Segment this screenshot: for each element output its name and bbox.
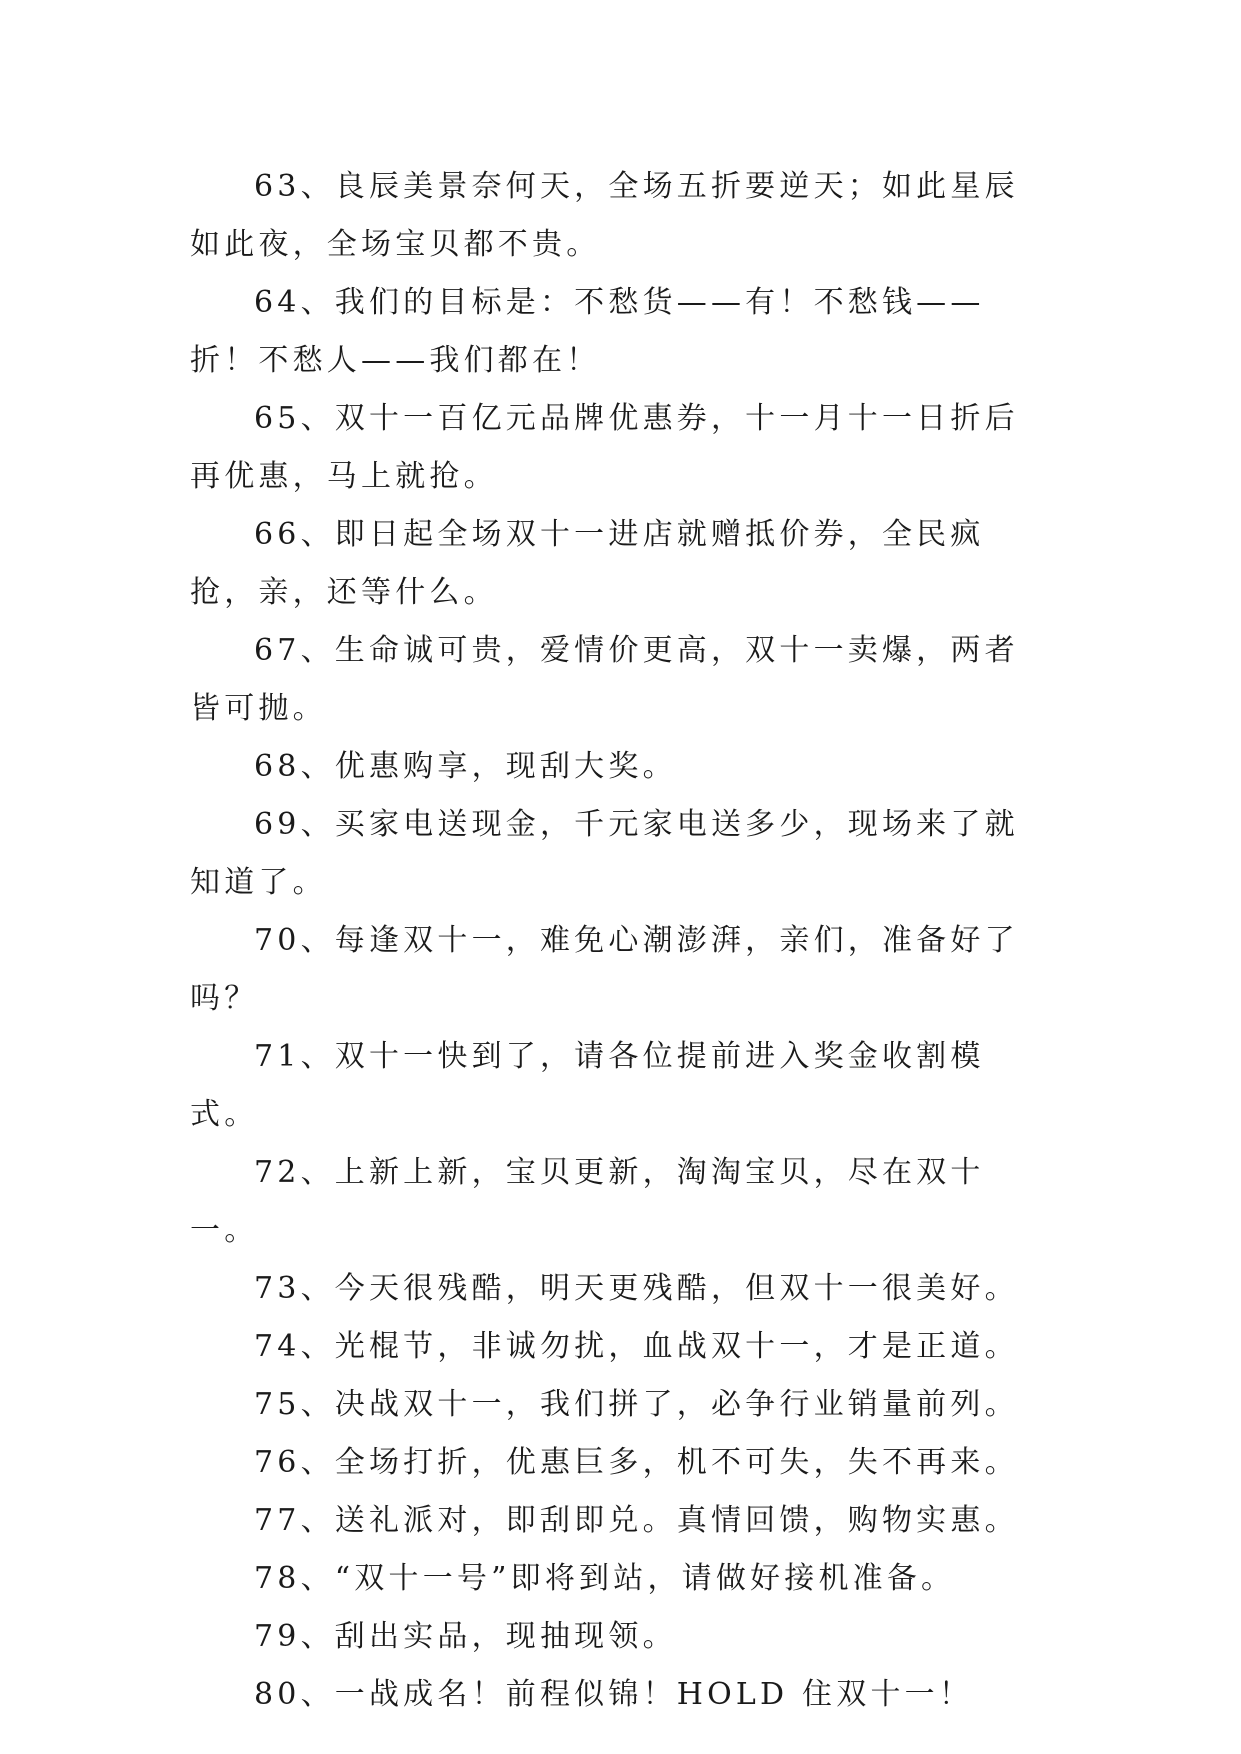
slogan-74: 74、光棍节，非诚勿扰，血战双十一，才是正道。 [254, 1329, 1019, 1364]
slogan-78: 78、“双十一号”即将到站，请做好接机准备。 [254, 1561, 956, 1596]
slogan-73: 73、今天很残酷，明天更残酷，但双十一很美好。 [254, 1271, 1019, 1306]
slogan-64: 64、我们的目标是：不愁货——有！不愁钱——折！不愁人——我们都在！ [190, 285, 985, 378]
slogan-79: 79、刮出实品，现抽现领。 [254, 1619, 677, 1654]
slogan-71: 71、双十一快到了，请各位提前进入奖金收割模式。 [190, 1039, 985, 1132]
slogan-72: 72、上新上新，宝贝更新，淘淘宝贝，尽在双十一。 [190, 1155, 985, 1248]
slogan-70: 70、每逢双十一，难免心潮澎湃，亲们，准备好了吗？ [190, 923, 1019, 1016]
slogan-80: 80、一战成名！前程似锦！HOLD 住双十一！ [254, 1677, 974, 1712]
slogan-65: 65、双十一百亿元品牌优惠券，十一月十一日折后再优惠，马上就抢。 [190, 401, 1019, 494]
slogan-63: 63、良辰美景奈何天，全场五折要逆天；如此星辰如此夜，全场宝贝都不贵。 [190, 169, 1019, 262]
slogan-69: 69、买家电送现金，千元家电送多少，现场来了就知道了。 [190, 807, 1019, 900]
slogan-77: 77、送礼派对，即刮即兑。真情回馈，购物实惠。 [254, 1503, 1019, 1538]
slogan-75: 75、决战双十一，我们拼了，必争行业销量前列。 [254, 1387, 1019, 1422]
slogan-68: 68、优惠购享，现刮大奖。 [254, 749, 677, 784]
slogan-66: 66、即日起全场双十一进店就赠抵价券，全民疯抢，亲，还等什么。 [190, 517, 985, 610]
slogan-67: 67、生命诚可贵，爱情价更高，双十一卖爆，两者皆可抛。 [190, 633, 1019, 726]
slogan-76: 76、全场打折，优惠巨多，机不可失，失不再来。 [254, 1445, 1019, 1480]
document-body [190, 158, 1050, 1724]
